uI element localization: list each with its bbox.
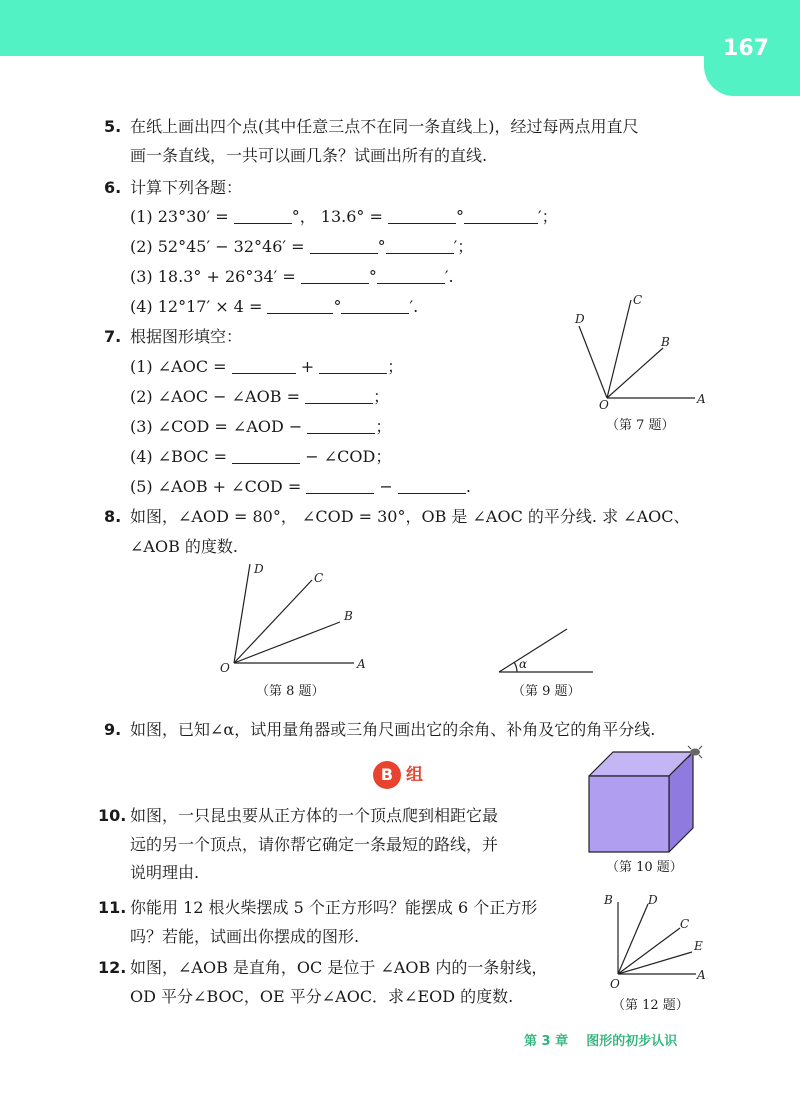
- problem-8-line1: 如图，∠AOD = 80°， ∠COD = 30°，OB 是 ∠AOC 的平分线. 求 ∠AOC、: [130, 507, 690, 526]
- figure-12-caption: （第 12 题）: [612, 998, 689, 1013]
- answer-blank[interactable]: [267, 297, 333, 314]
- footer-title: 图形的初步认识: [586, 1034, 678, 1049]
- answer-blank[interactable]: [464, 207, 538, 224]
- problem-11-line1: 你能用 12 根火柴摆成 5 个正方形吗？能摆成 6 个正方形: [130, 898, 538, 917]
- figure-7: [565, 290, 715, 420]
- answer-blank[interactable]: [341, 297, 409, 314]
- figure-10-caption: （第 10 题）: [606, 860, 683, 875]
- problem-6-title: 计算下列各题：: [130, 178, 243, 197]
- problem-9-number: 9.: [104, 720, 122, 739]
- label-alpha: α: [519, 657, 528, 671]
- header-bar: [0, 0, 800, 56]
- answer-blank[interactable]: [310, 237, 378, 254]
- ray-ob: [607, 348, 663, 398]
- problem-9-line1: 如图，已知∠α，试用量角器或三角尺画出它的余角、补角及它的角平分线.: [130, 720, 656, 739]
- figure-8: [220, 560, 370, 675]
- figure-10-cube: [585, 748, 705, 854]
- label-d: D: [648, 893, 658, 907]
- answer-blank[interactable]: [232, 357, 296, 374]
- answer-blank[interactable]: [398, 477, 466, 494]
- label-a: A: [697, 392, 706, 406]
- label-o: O: [599, 398, 609, 412]
- problem-10-number: 10.: [98, 806, 127, 825]
- angle-arc: [514, 662, 517, 672]
- figure-9-caption: （第 9 题）: [512, 684, 581, 699]
- ray-oe: [618, 952, 692, 974]
- figure-8-caption: （第 8 题）: [256, 684, 325, 699]
- problem-7-item-4: (4) ∠BOC = − ∠COD；: [130, 447, 392, 466]
- problem-7-item-5: (5) ∠AOB + ∠COD = − .: [130, 477, 472, 496]
- problem-6-number: 6.: [104, 178, 122, 197]
- problem-10-line2: 远的另一个顶点，请你帮它确定一条最短的路线，并: [130, 835, 499, 854]
- problem-5-number: 5.: [104, 117, 122, 136]
- figure-7-caption: （第 7 题）: [606, 418, 675, 433]
- cube-front-face: [589, 776, 669, 852]
- problem-12-line1: 如图，∠AOB 是直角，OC 是位于 ∠AOB 内的一条射线，: [130, 958, 548, 977]
- problem-6-item-3: (3) 18.3° + 26°34′ = ° ′.: [130, 267, 454, 286]
- problem-7-number: 7.: [104, 327, 122, 346]
- problem-6-item-1: (1) 23°30′ = °， 13.6° = ° ′；: [130, 207, 558, 226]
- problem-7-title: 根据图形填空：: [130, 327, 243, 346]
- answer-blank[interactable]: [306, 477, 374, 494]
- label-b: B: [604, 893, 613, 907]
- answer-blank[interactable]: [301, 267, 369, 284]
- group-b-label: 组: [406, 765, 423, 785]
- answer-blank[interactable]: [232, 447, 300, 464]
- problem-8-number: 8.: [104, 507, 122, 526]
- problem-6-item-4: (4) 12°17′ × 4 = ° ′.: [130, 297, 419, 316]
- answer-blank[interactable]: [388, 207, 456, 224]
- angle-side-2: [499, 629, 567, 672]
- label-b: B: [344, 609, 353, 623]
- answer-blank[interactable]: [305, 387, 373, 404]
- ray-ob: [234, 622, 340, 663]
- page-footer: [524, 1030, 677, 1049]
- page-number: 167: [723, 36, 769, 61]
- problem-5-line1: 在纸上画出四个点(其中任意三点不在同一条直线上)，经过每两点用直尺: [130, 117, 639, 136]
- label-a: A: [697, 968, 706, 982]
- problem-12-line2: OD 平分∠BOC，OE 平分∠AOC．求∠EOD 的度数.: [130, 987, 514, 1006]
- label-c: C: [314, 571, 324, 585]
- label-d: D: [575, 312, 585, 326]
- ray-od: [579, 326, 607, 398]
- label-a: A: [357, 657, 366, 671]
- problem-11-line2: 吗？若能，试画出你摆成的图形.: [130, 927, 360, 946]
- problem-8-line2: ∠AOB 的度数.: [130, 537, 239, 556]
- label-c: C: [680, 917, 690, 931]
- label-e: E: [694, 939, 703, 953]
- answer-blank[interactable]: [307, 417, 375, 434]
- problem-12-number: 12.: [98, 958, 127, 977]
- answer-blank[interactable]: [386, 237, 454, 254]
- figure-9: [495, 625, 600, 675]
- problem-10-line3: 说明理由.: [130, 863, 200, 882]
- insect-icon: [688, 746, 702, 758]
- footer-chapter: 第 3 章: [524, 1034, 569, 1049]
- problem-10-line1: 如图，一只昆虫要从正方体的一个顶点爬到相距它最: [130, 806, 499, 825]
- label-d: D: [254, 562, 264, 576]
- problem-5-line2: 画一条直线，一共可以画几条？试画出所有的直线.: [130, 146, 488, 165]
- label-b: B: [661, 335, 670, 349]
- label-c: C: [633, 293, 643, 307]
- label-o: O: [220, 661, 230, 675]
- answer-blank[interactable]: [377, 267, 445, 284]
- group-b-badge: B: [373, 761, 401, 789]
- problem-7-item-2: (2) ∠AOC − ∠AOB = ；: [130, 387, 390, 406]
- label-o: O: [610, 977, 620, 991]
- problem-7-item-3: (3) ∠COD = ∠AOD − ；: [130, 417, 392, 436]
- answer-blank[interactable]: [234, 207, 292, 224]
- ray-oc: [607, 300, 631, 398]
- problem-7-item-1: (1) ∠AOC = + ；: [130, 357, 404, 376]
- answer-blank[interactable]: [319, 357, 387, 374]
- problem-11-number: 11.: [98, 898, 127, 917]
- figure-12: [600, 890, 712, 990]
- problem-6-item-2: (2) 52°45′ − 32°46′ = ° ′；: [130, 237, 474, 256]
